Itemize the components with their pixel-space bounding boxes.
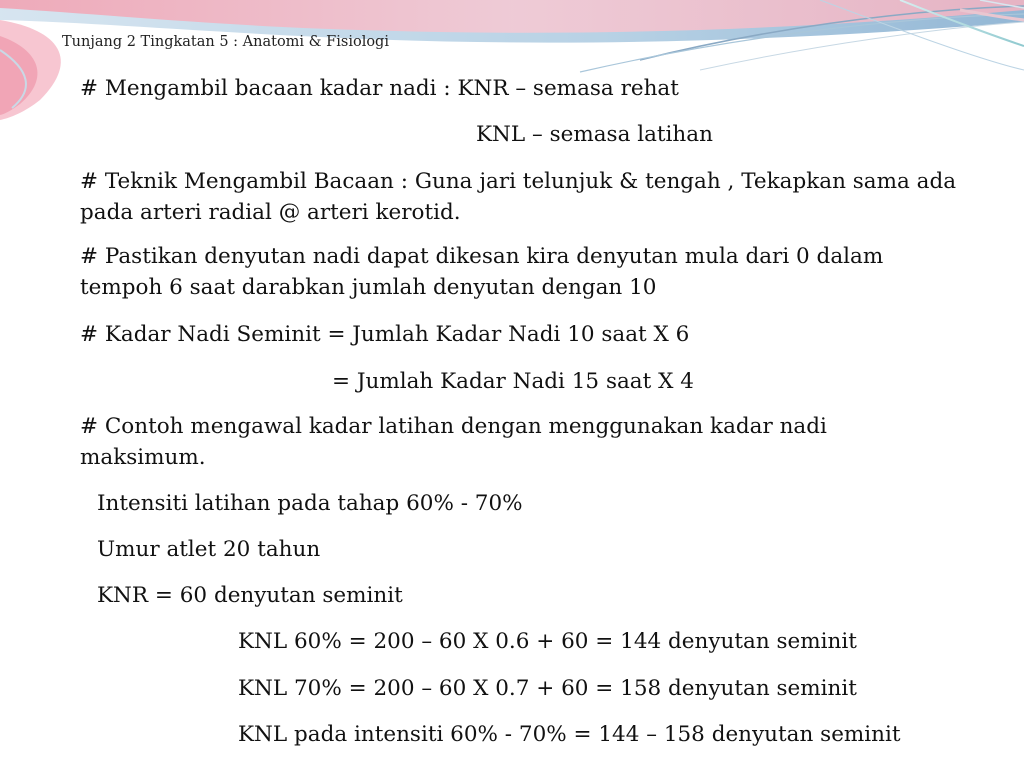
- text-line-12: Umur atlet 20 tahun: [97, 537, 321, 562]
- text-line-14: KNL 60% = 200 – 60 X 0.6 + 60 = 144 denyutan seminit: [238, 629, 857, 654]
- text-line-7: # Kadar Nadi Seminit = Jumlah Kadar Nadi 10 saat X 6: [80, 322, 690, 347]
- text-line-6: tempoh 6 saat darabkan jumlah denyutan dengan 10: [80, 275, 657, 300]
- text-line-10: maksimum.: [80, 445, 206, 470]
- text-line-16: KNL pada intensiti 60% - 70% = 144 – 158 denyutan seminit: [238, 722, 901, 747]
- slide-header-title: Tunjang 2 Tingkatan 5 : Anatomi & Fisiologi: [62, 34, 389, 50]
- text-line-8: = Jumlah Kadar Nadi 15 saat X 4: [332, 369, 694, 394]
- text-line-13: KNR = 60 denyutan seminit: [97, 583, 403, 608]
- text-line-11: Intensiti latihan pada tahap 60% - 70%: [97, 491, 523, 516]
- text-line-1: # Mengambil bacaan kadar nadi : KNR – semasa rehat: [80, 76, 679, 101]
- text-line-2: KNL – semasa latihan: [476, 122, 713, 147]
- text-line-3: # Teknik Mengambil Bacaan : Guna jari telunjuk & tengah , Tekapkan sama ada: [80, 169, 957, 194]
- text-line-4: pada arteri radial @ arteri kerotid.: [80, 200, 461, 225]
- text-line-15: KNL 70% = 200 – 60 X 0.7 + 60 = 158 denyutan seminit: [238, 676, 857, 701]
- text-line-5: # Pastikan denyutan nadi dapat dikesan kira denyutan mula dari 0 dalam: [80, 244, 884, 269]
- text-line-9: # Contoh mengawal kadar latihan dengan menggunakan kadar nadi: [80, 414, 827, 439]
